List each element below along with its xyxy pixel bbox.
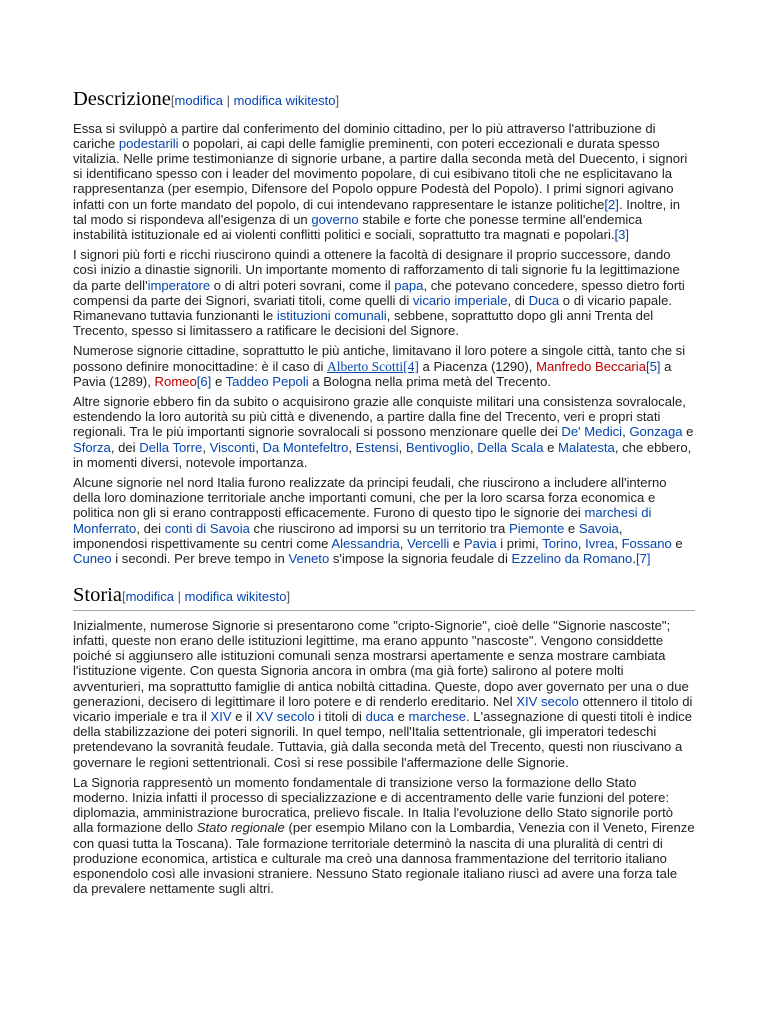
text-run: che riuscirono ad imporsi su un territorio tra <box>249 520 509 536</box>
edit-section-links: [modifica | modifica wikitesto] <box>121 589 291 605</box>
text-run: , che potevano concedere, spesso dietro forti compensi da parte dei Signori, svariati titoli, come quelli di <box>73 277 685 308</box>
reference-link[interactable]: [7] <box>635 551 651 567</box>
missing-page-link[interactable]: Manfredo Beccaria <box>536 358 646 374</box>
wiki-link[interactable]: imperatore <box>147 277 211 293</box>
text-run: e <box>682 424 694 440</box>
text-run: , sebbene, soprattutto dopo gli anni Trenta del Trecento, spesso si limitassero a ratificare le decisioni del Signore. <box>73 307 654 339</box>
reference-link[interactable]: [2] <box>604 196 619 212</box>
text-run: i secondi. Per breve tempo in <box>111 551 289 567</box>
text-run: . L'assegnazione di questi titoli è indice della stabilizzazione dei poteri signorili. In quel tempo, nell'Italia settentrionale, gli imperatori tedeschi pretendevano la sovranità feudale. Tuttavia, già dalla seconda metà del Trecento, questi non riuscivano a governare le regioni settentrionali. Così si rese possibile l'affermazione delle Signorie. <box>73 709 692 770</box>
text-run: . <box>632 551 636 567</box>
text-run: e <box>393 709 409 724</box>
edit-section-links: [modifica | modifica wikitesto] <box>170 93 340 108</box>
italic-text: Stato regionale <box>196 820 285 836</box>
wiki-link[interactable]: Vercelli <box>407 535 450 551</box>
wiki-link[interactable]: Gonzaga <box>629 424 683 440</box>
text-run: e <box>671 535 683 551</box>
wiki-link[interactable]: XIV secolo <box>516 693 579 709</box>
text-run: Inizialmente, numerose Signorie si presentarono come "cripto-Signorie", cioè delle "Signorie nascoste"; infatti, queste non erano delle istituzioni legittime, ma erano appunto "nascoste". Vengono considdette poiché si aggiunsero alle istituzioni comunali senza mostrarsi apertamente e senza mostrare cambiata l'istituzione vigente. Con questa Signoria ancora in ombra (ma già forte) salirono al potere molti avventurieri, ma soprattutto famiglie di antica nobiltà cittadina. Queste, dopo aver governato per una o due generazioni, decisero di legittimare il loro potere e di renderlo ereditario. Nel <box>73 617 689 709</box>
wiki-link[interactable]: Fossano <box>621 535 672 551</box>
wiki-link[interactable]: Bentivoglio <box>405 439 470 455</box>
text-run: Essa si sviluppò a partire dal conferimento del dominio cittadino, per lo più attraverso l'attribuzione di cariche <box>73 120 656 151</box>
wiki-link[interactable]: Da Montefeltro <box>262 439 349 455</box>
text-run: , <box>202 439 210 455</box>
text-run: i titoli di <box>314 709 366 724</box>
text-run: , imponendosi rispettivamente su centri come <box>73 520 623 551</box>
wiki-link[interactable]: marchese <box>408 709 467 724</box>
text-run: , <box>622 424 630 440</box>
paragraph <box>73 343 695 389</box>
wiki-link[interactable]: Torino <box>542 535 578 551</box>
text-run: La Signoria rappresentò un momento fondamentale di transizione verso la formazione dello Stato moderno. Inizia infatti il processo di specializzazione e di accentramento delle varie funzioni del potere: diplomazia, amministrazione burocratica, prelievo fiscale. In Italia l'evoluzione dello Stato signorile portò alla formazione dello <box>73 774 674 836</box>
text-run: , di <box>507 292 529 308</box>
text-run: , <box>577 535 586 551</box>
text-run: a Bologna nella prima metà del Trecento. <box>308 373 552 389</box>
wiki-link[interactable]: Savoia <box>578 520 619 536</box>
wiki-link[interactable]: Veneto <box>288 551 330 567</box>
text-run: ottennero il titolo di vicario imperiale e tra il <box>73 693 693 724</box>
paragraph <box>73 121 695 243</box>
text-run: , dei <box>136 520 165 536</box>
wiki-link[interactable]: vicario imperiale <box>412 292 508 308</box>
text-run: (per esempio Milano con la Lombardia, Venezia con il Veneto, Firenze con quasi tutta la Toscana). Tale formazione territoriale determinò la nascita di una pluralità di centri di produzione economica, artistica e culturale ma creò una dannosa frammentazione del territorio italiano esponendolo così alle invasioni straniere. Nessuno Stato regionale italiano riuscì ad avere una forza tale da prevalere nettamente sugli altri. <box>73 820 695 897</box>
text-run: e <box>211 373 226 389</box>
text-run: . Inoltre, in tal modo si rispondeva all'esigenza di un <box>73 196 681 227</box>
paragraph <box>73 475 695 566</box>
wiki-link[interactable]: Cuneo <box>73 551 112 567</box>
reference-link[interactable]: [6] <box>196 373 212 389</box>
wiki-link[interactable]: Piemonte <box>508 520 565 536</box>
wiki-link[interactable]: Ivrea <box>585 535 615 551</box>
wiki-link[interactable]: Malatesta <box>558 439 615 455</box>
text-run: a Piacenza (1290), <box>418 358 537 374</box>
section-heading <box>73 584 695 611</box>
wiki-link[interactable]: governo <box>311 211 359 227</box>
text-run: , <box>399 535 408 551</box>
section-body <box>73 121 695 567</box>
text-run: , che ebbero, in momenti diversi, notevole importanza. <box>73 439 692 470</box>
text-run: o popolari, ai capi delle famiglie preminenti, con poteri eccezionali e durata spesso vitalizia. Nelle prime testimonianze di signorie urbane, a partire dalla seconda metà del Duecento, i signori si identificano spesso con i leader del movimento popolare, di cui esibivano titoli che ne esplicitavano la rappresentanza (per esempio, Difensore del Popolo oppure Podestà del Popolo). I primi signori agivano infatti con un forte mandato del popolo, di cui intendevano rappresentare le istanze politiche <box>73 135 688 212</box>
section-descrizione <box>73 88 695 566</box>
text-run: e il <box>231 709 256 724</box>
paragraph <box>73 775 695 897</box>
wiki-link[interactable]: Duca <box>528 292 560 308</box>
wiki-link[interactable]: Della Scala <box>477 439 544 455</box>
wiki-link[interactable]: Taddeo Pepoli <box>225 373 309 389</box>
text-run: Numerose signorie cittadine, soprattutto le più antiche, limitavano il loro potere a singole città, tanto che si possono definire monocittadine: è il caso di <box>73 343 686 374</box>
section-heading <box>73 88 695 114</box>
text-run: s'impose la signoria feudale di <box>329 551 512 567</box>
text-run: , <box>348 439 356 455</box>
reference-link[interactable]: [5] <box>645 358 661 374</box>
text-run: o di vicario papale. Rimanevano tuttavia funzionanti le <box>73 292 672 323</box>
wiki-link[interactable]: XIV <box>210 709 232 724</box>
wiki-link[interactable]: Estensi <box>355 439 399 455</box>
paragraph <box>73 247 695 338</box>
text-run: i primi, <box>496 535 543 551</box>
text-run: , <box>469 439 478 455</box>
edit-link[interactable]: modifica <box>125 589 175 605</box>
edit-source-link[interactable]: modifica wikitesto <box>184 589 287 605</box>
text-run: e <box>543 439 559 455</box>
edit-source-link[interactable]: modifica wikitesto <box>233 93 336 108</box>
text-run: stabile e forte che ponesse termine all'endemica instabilità istituzionale ed ai violenti conflitti politici e sociali, soprattutto tra magnati e popolari. <box>73 211 643 242</box>
wiki-link[interactable]: Sforza <box>73 439 111 455</box>
section-body <box>73 618 695 897</box>
wiki-link[interactable]: papa <box>394 277 424 293</box>
wiki-link[interactable]: Ezzelino da Romano <box>511 551 633 567</box>
text-run: I signori più forti e ricchi riuscirono quindi a ottenere la facoltà di designare il proprio successore, dando così inizio a dinastie signorili. Un importante momento di rafforzamento di tali signorie fu la legittimazione da parte dell' <box>73 247 680 293</box>
wiki-link[interactable]: Alessandria <box>331 535 400 551</box>
text-run: a Pavia (1289), <box>73 358 672 389</box>
wiki-link[interactable]: marchesi di Monferrato <box>73 505 652 536</box>
text-run: , <box>398 439 406 455</box>
text-run: , <box>255 439 263 455</box>
edit-link[interactable]: modifica <box>174 93 223 108</box>
paragraph <box>73 394 695 470</box>
text-run: e <box>449 535 464 551</box>
wiki-link[interactable]: Della Torre <box>139 439 203 455</box>
section-title: Descrizione <box>73 88 171 110</box>
wiki-link[interactable]: XV secolo <box>255 709 315 724</box>
wiki-link[interactable]: De' Medici <box>561 424 623 440</box>
wiki-link[interactable]: duca <box>365 709 394 724</box>
text-run: Altre signorie ebbero fin da subito o acquisirono grazie alle conquiste militari una consistenza sovralocale, estendendo la loro autorità su più città e divenendo, a partire dalla fine del Trecento, veri e propri stati regionali. Tra le più importanti signorie sovralocali si possono menzionare quelle dei <box>73 394 686 440</box>
text-run: , <box>614 535 622 551</box>
text-run: o di altri poteri sovrani, come il <box>210 277 395 293</box>
section-title: Storia <box>73 584 122 607</box>
wiki-link[interactable]: istituzioni comunali <box>276 307 387 323</box>
text-run: Alcune signorie nel nord Italia furono realizzate da principi feudali, che riuscirono a includere all'interno della loro dominazione territoriale anche importanti comuni, che per la loro scarsa forza economica e politica non gli si erano contrapposti efficacemente. Furono di questo tipo le signorie dei <box>73 475 667 521</box>
paragraph <box>73 618 695 770</box>
text-run: e <box>564 520 579 536</box>
wiki-link[interactable]: Pavia <box>463 535 497 551</box>
wiki-link[interactable]: podestarili <box>118 135 179 151</box>
missing-page-link[interactable]: Romeo <box>154 373 197 389</box>
wiki-link[interactable]: Visconti <box>209 439 256 455</box>
reference-link[interactable]: [3] <box>614 226 630 242</box>
section-storia <box>73 584 695 896</box>
external-link[interactable]: Alberto Scotti[4] <box>327 358 419 374</box>
text-run: , dei <box>110 439 140 455</box>
wiki-link[interactable]: conti di Savoia <box>164 520 250 536</box>
